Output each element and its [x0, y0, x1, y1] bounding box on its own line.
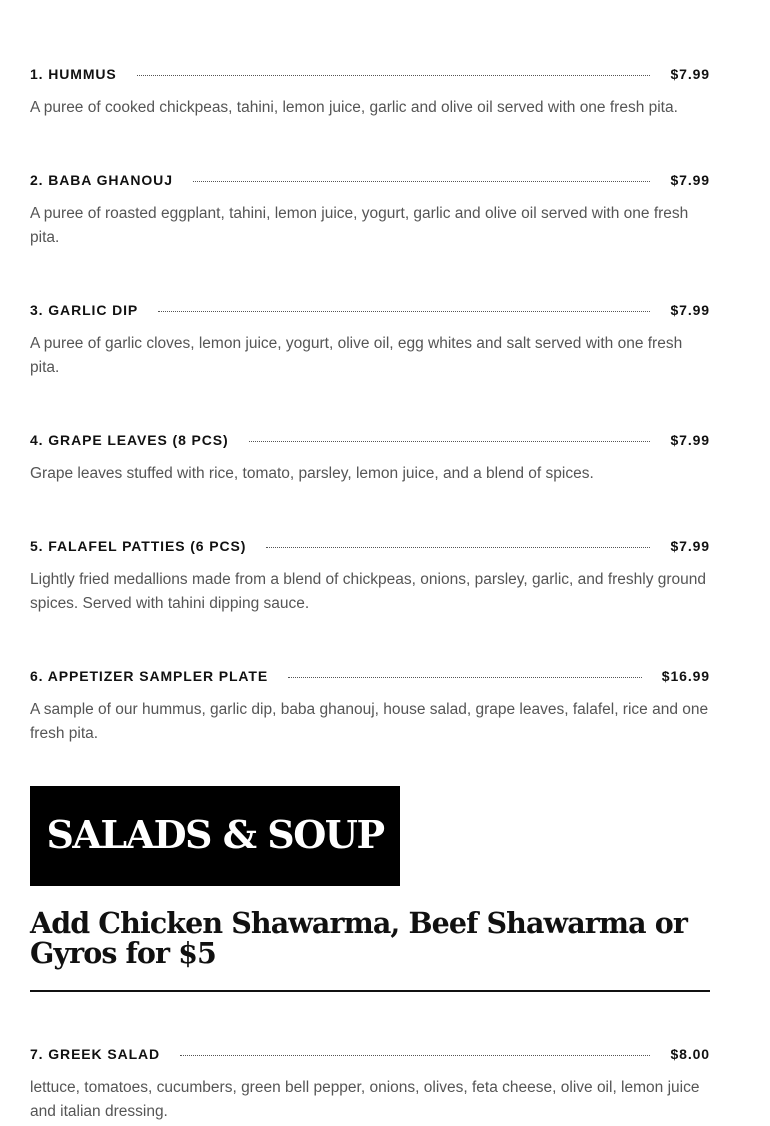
item-description: A puree of cooked chickpeas, tahini, lemon juice, garlic and olive oil served with one fresh pita.: [30, 99, 678, 116]
menu-item-greek-salad: [30, 1044, 710, 1124]
item-price: $16.99: [661, 668, 710, 684]
menu-item-header: [30, 64, 710, 84]
menu-item-header: [30, 666, 710, 686]
item-description: A sample of our hummus, garlic dip, baba ghanouj, house salad, grape leaves, falafel, rice and one fresh pita.: [30, 701, 709, 742]
dotted-leader: [158, 311, 650, 312]
item-name: 4. GRAPE LEAVES (8 PCS): [30, 432, 229, 448]
dotted-leader: [137, 75, 651, 76]
menu-item-header: [30, 300, 710, 320]
menu-item-baba-ghanouj: [30, 170, 710, 250]
menu-item-header: [30, 1044, 710, 1064]
menu-item-falafel-patties: [30, 536, 710, 616]
item-price: $7.99: [670, 432, 710, 448]
item-description: A puree of garlic cloves, lemon juice, yogurt, olive oil, egg whites and salt served with one fresh pita.: [30, 335, 683, 376]
section-divider: [30, 990, 710, 992]
item-name: 5. FALAFEL PATTIES (6 PCS): [30, 538, 247, 554]
menu-item-header: [30, 536, 710, 556]
item-price: $7.99: [670, 538, 710, 554]
dotted-leader: [288, 677, 642, 678]
menu-item-hummus: [30, 64, 710, 120]
item-description: Grape leaves stuffed with rice, tomato, parsley, lemon juice, and a blend of spices.: [30, 465, 594, 482]
item-name: 3. GARLIC DIP: [30, 302, 139, 318]
item-name: 7. GREEK SALAD: [30, 1046, 161, 1062]
item-price: $7.99: [670, 172, 710, 188]
item-name: 6. APPETIZER SAMPLER PLATE: [30, 668, 269, 684]
section-banner: [30, 786, 400, 886]
item-description: Lightly fried medallions made from a blend of chickpeas, onions, parsley, garlic, and freshly ground spices. Served with tahini dipping sauce.: [30, 571, 707, 612]
item-description: lettuce, tomatoes, cucumbers, green bell pepper, onions, olives, feta cheese, olive oil, lemon juice and italian dressing.: [30, 1079, 700, 1120]
menu-item-appetizer-sampler: [30, 666, 710, 746]
menu-item-header: [30, 170, 710, 190]
item-price: $7.99: [670, 302, 710, 318]
item-name: 1. HUMMUS: [30, 66, 117, 82]
dotted-leader: [249, 441, 651, 442]
item-description: A puree of roasted eggplant, tahini, lemon juice, yogurt, garlic and olive oil served with one fresh pita.: [30, 205, 689, 246]
item-name: 2. BABA GHANOUJ: [30, 172, 173, 188]
item-price: $8.00: [670, 1046, 710, 1062]
menu-item-grape-leaves: [30, 430, 710, 486]
dotted-leader: [180, 1055, 650, 1056]
section-note: Add Chicken Shawarma, Beef Shawarma or Gyros for $5: [30, 906, 687, 970]
section-title: SALADS & SOUP: [46, 811, 384, 857]
menu-item-garlic-dip: [30, 300, 710, 380]
dotted-leader: [266, 547, 650, 548]
dotted-leader: [193, 181, 651, 182]
item-price: $7.99: [670, 66, 710, 82]
menu-item-header: [30, 430, 710, 450]
